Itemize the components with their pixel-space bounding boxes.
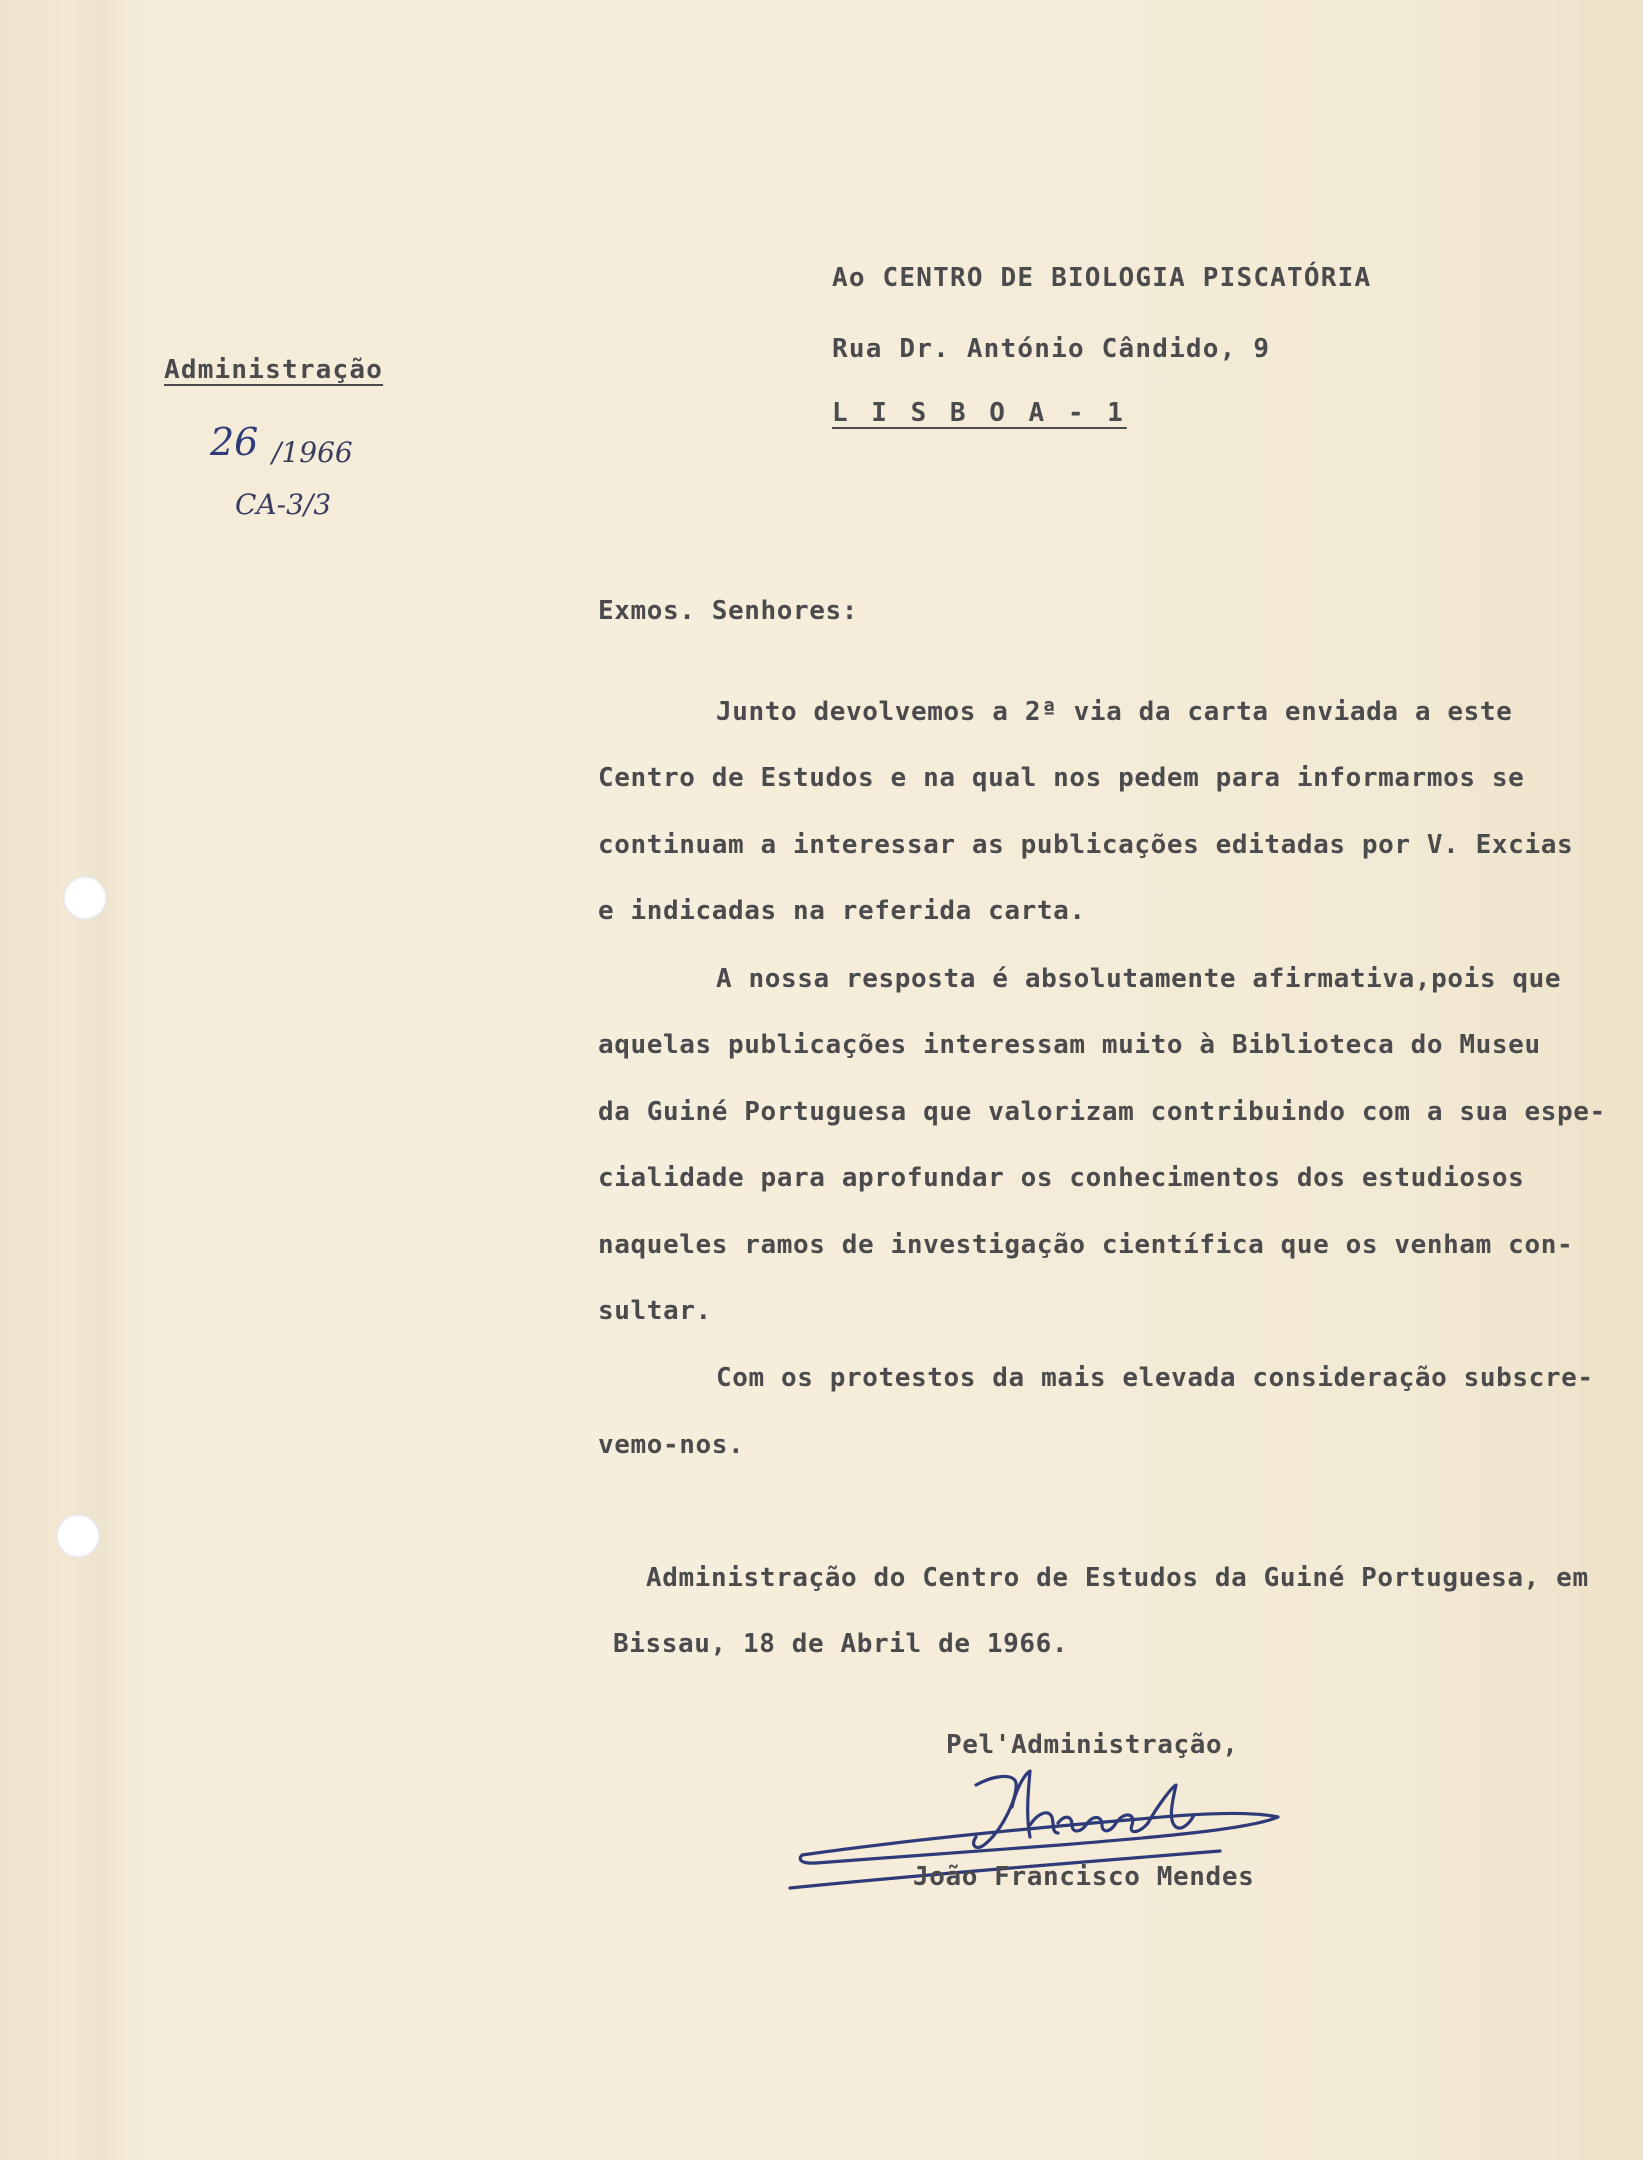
punch-hole-top	[63, 876, 107, 920]
body-line: e indicadas na referida carta.	[598, 896, 1086, 926]
signature-for-label: Pel'Administração,	[946, 1730, 1239, 1760]
paper-fold-shadow	[70, 0, 130, 2160]
salutation: Exmos. Senhores:	[598, 596, 859, 626]
admin-reference-handwritten: CA-3/3	[235, 488, 332, 521]
body-line: continuam a interessar as publicações editadas por V. Excias	[598, 830, 1574, 860]
body-line: A nossa resposta é absolutamente afirmativa,pois que	[716, 964, 1562, 994]
closing-line-2: Bissau, 18 de Abril de 1966.	[613, 1629, 1069, 1659]
recipient-line-2: Rua Dr. António Cândido, 9	[832, 334, 1271, 364]
body-line: vemo-nos.	[598, 1430, 745, 1460]
punch-hole-bottom	[56, 1514, 100, 1558]
body-line: da Guiné Portuguesa que valorizam contribuindo com a sua espe-	[598, 1097, 1606, 1127]
body-line: cialidade para aprofundar os conhecimentos dos estudiosos	[598, 1163, 1525, 1193]
body-line: Junto devolvemos a 2ª via da carta enviada a este	[716, 697, 1513, 727]
body-line: Centro de Estudos e na qual nos pedem para informarmos se	[598, 763, 1525, 793]
closing-line-1: Administração do Centro de Estudos da Guiné Portuguesa, em	[646, 1563, 1589, 1593]
recipient-line-1: Ao CENTRO DE BIOLOGIA PISCATÓRIA	[832, 263, 1372, 293]
body-line: sultar.	[598, 1296, 712, 1326]
body-line: aquelas publicações interessam muito à Biblioteca do Museu	[598, 1030, 1541, 1060]
admin-heading: Administração	[164, 355, 384, 385]
admin-year-handwritten: /1966	[272, 436, 353, 469]
body-line: naqueles ramos de investigação científica que os venham con-	[598, 1230, 1574, 1260]
admin-number-handwritten: 26	[210, 420, 259, 464]
body-line: Com os protestos da mais elevada consideração subscre-	[716, 1363, 1594, 1393]
recipient-city: L I S B O A - 1	[832, 398, 1127, 428]
signatory-name: João Francisco Mendes	[913, 1862, 1255, 1892]
